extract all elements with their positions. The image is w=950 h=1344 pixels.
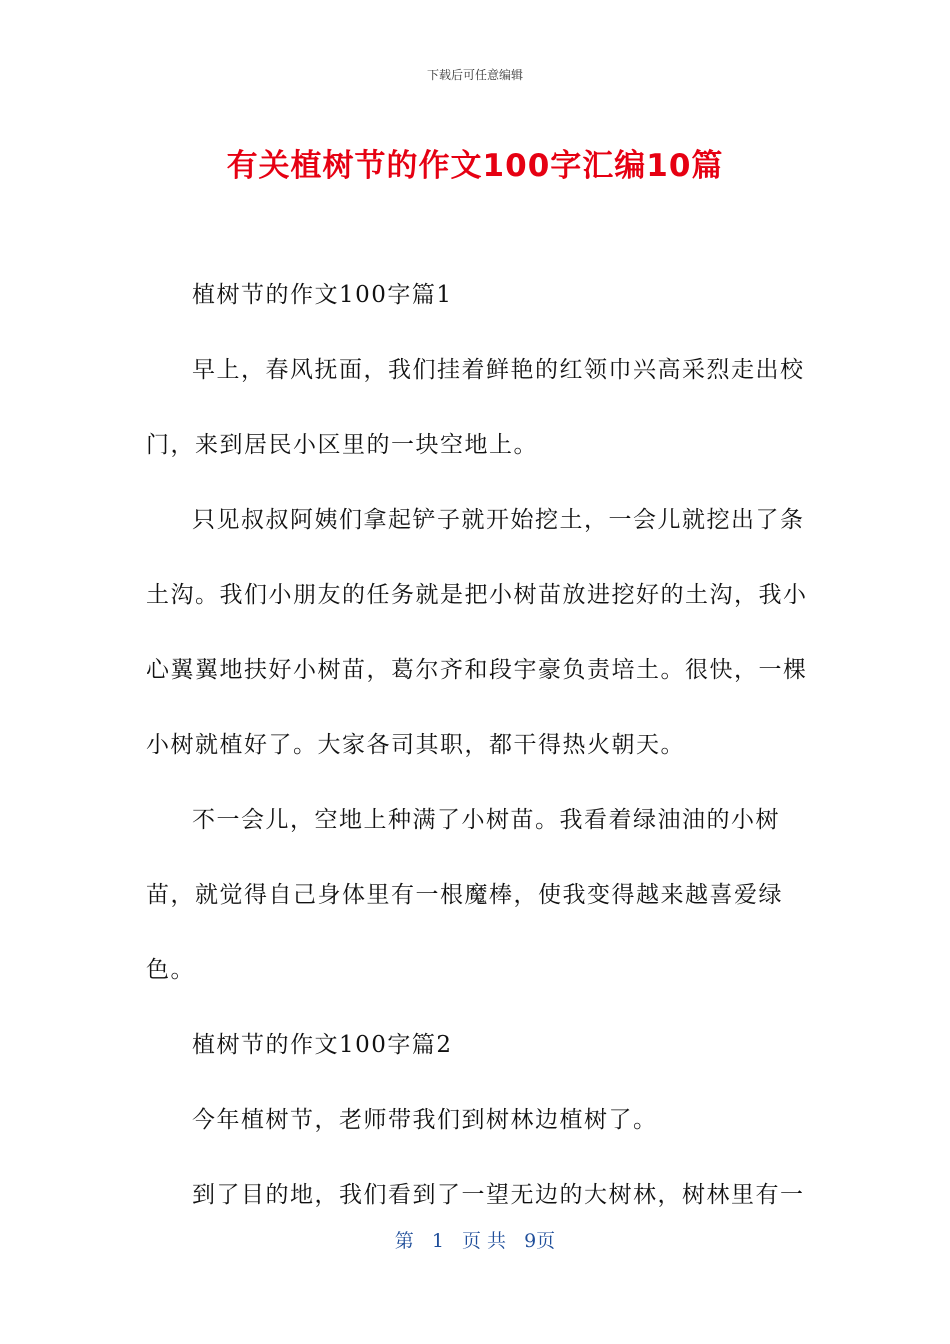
paragraph: 不一会儿，空地上种满了小树苗。我看着绿油油的小树苗，就觉得自己身体里有一根魔棒，使我变得越来越喜爱绿色。 <box>146 807 783 983</box>
document-body <box>146 258 810 1233</box>
section-heading: 植树节的作文100字篇1 <box>192 282 453 308</box>
document-title: 有关植树节的作文100字汇编10篇 <box>226 148 724 184</box>
footer-total: 9页 <box>524 1230 556 1252</box>
header-note: 下载后可任意编辑 <box>426 68 523 82</box>
footer-prefix: 第 <box>394 1230 414 1252</box>
section-heading: 植树节的作文100字篇2 <box>192 1032 453 1058</box>
paragraph: 只见叔叔阿姨们拿起铲子就开始挖土，一会儿就挖出了条土沟。我们小朋友的任务就是把小树苗放进挖好的土沟，我小心翼翼地扶好小树苗，葛尔齐和段宇豪负责培土。很快，一棵小树就植好了。大家各司其职，都干得热火朝天。 <box>146 507 808 758</box>
paragraph: 今年植树节，老师带我们到树林边植树了。 <box>192 1107 658 1133</box>
paragraph: 到了目的地，我们看到了一望无边的大树林，树林里有一 <box>192 1182 805 1208</box>
footer-mid: 页 共 <box>462 1230 507 1252</box>
page-footer <box>0 1226 950 1253</box>
footer-page-number: 1 <box>431 1230 444 1252</box>
paragraph: 早上，春风抚面，我们挂着鲜艳的红领巾兴高采烈走出校门，来到居民小区里的一块空地上。 <box>146 357 805 458</box>
